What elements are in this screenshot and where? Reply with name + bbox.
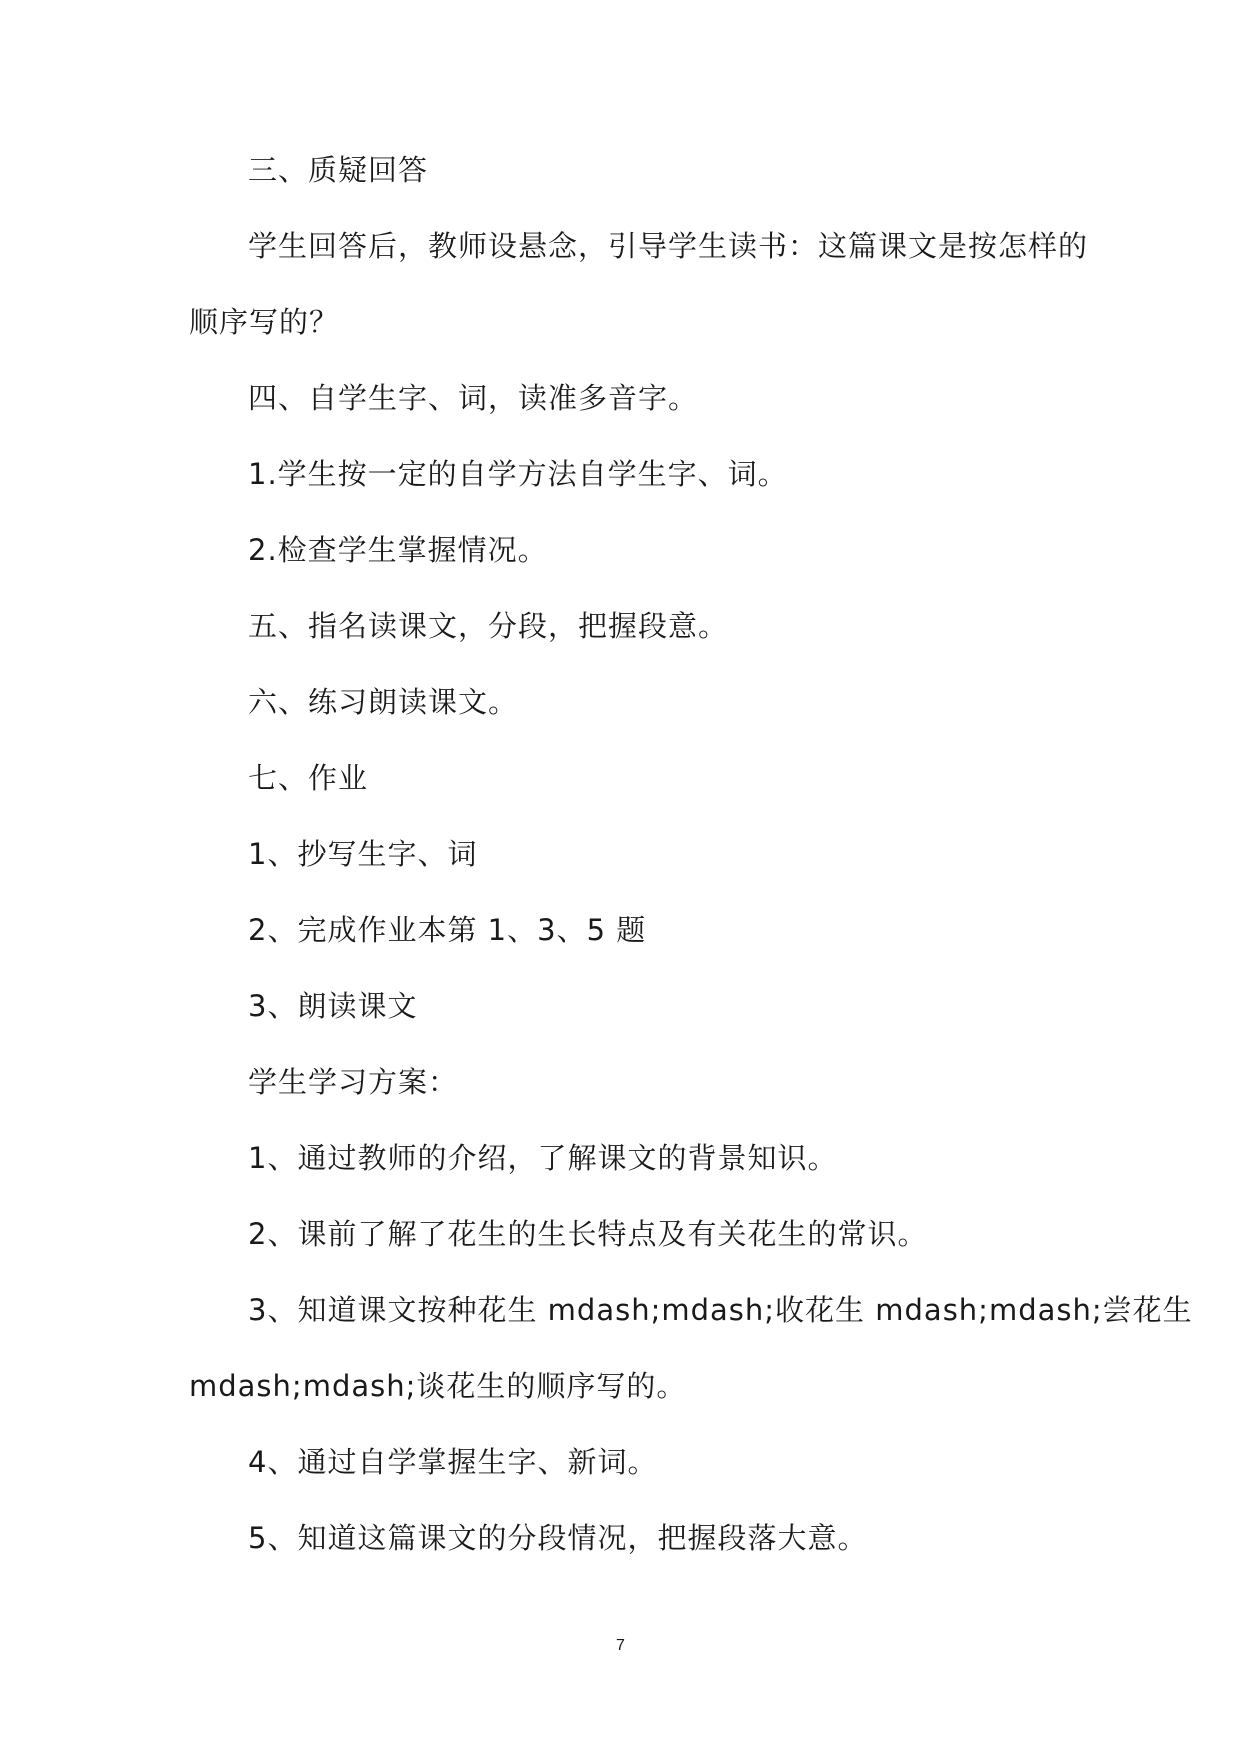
- heading-question-answer: 三、质疑回答: [248, 153, 429, 187]
- list-item: 1.学生按一定的自学方法自学生字、词。: [248, 457, 788, 491]
- list-item: 4、通过自学掌握生字、新词。: [248, 1445, 658, 1479]
- page-number: 7: [616, 1637, 625, 1654]
- heading-reading: 五、指名读课文，分段，把握段意。: [248, 609, 729, 643]
- list-item: 2、完成作业本第 1、3、5 题: [248, 913, 647, 947]
- list-item: 2、课前了解了花生的生长特点及有关花生的常识。: [248, 1217, 928, 1251]
- heading-homework: 七、作业: [248, 761, 369, 795]
- list-item: 3、朗读课文: [248, 989, 418, 1023]
- list-item: 2.检查学生掌握情况。: [248, 533, 548, 567]
- heading-student-plan: 学生学习方案：: [248, 1065, 459, 1099]
- list-item: 1、通过教师的介绍，了解课文的背景知识。: [248, 1141, 838, 1175]
- list-item: 3、知道课文按种花生 mdash;mdash;收花生 mdash;mdash;尝花生: [248, 1293, 1193, 1327]
- paragraph-line: 学生回答后，教师设悬念，引导学生读书：这篇课文是按怎样的: [248, 229, 1089, 263]
- heading-self-study: 四、自学生字、词，读准多音字。: [248, 381, 699, 415]
- list-item: 1、抄写生字、词: [248, 837, 478, 871]
- paragraph-line-continued: 顺序写的？: [189, 305, 340, 339]
- heading-practice: 六、练习朗读课文。: [248, 685, 519, 719]
- list-item-continued: mdash;mdash;谈花生的顺序写的。: [189, 1369, 687, 1403]
- list-item: 5、知道这篇课文的分段情况，把握段落大意。: [248, 1521, 868, 1555]
